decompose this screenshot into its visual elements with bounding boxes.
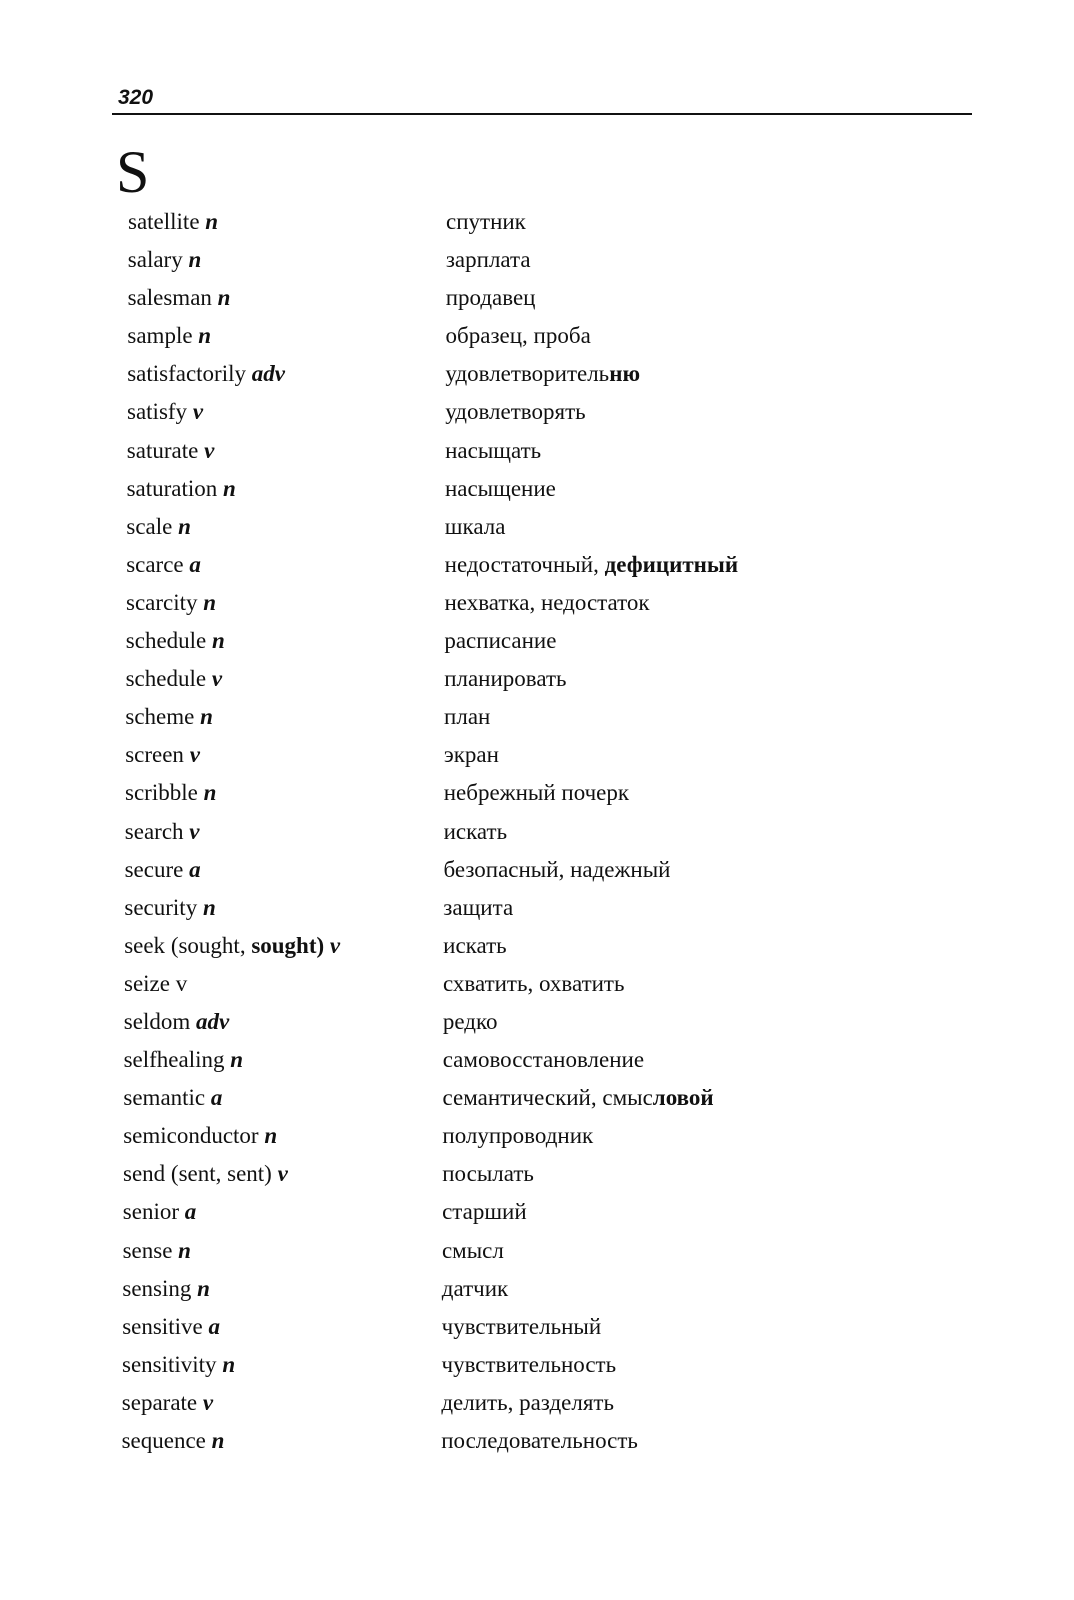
glossary-entry [0,739,1074,777]
entry-part-of-speech: v [192,399,204,425]
entry-translation [442,1158,534,1190]
entry-translation-text: образец, проба [445,323,591,349]
entry-term [122,1387,213,1419]
entry-part-of-speech: v [204,437,215,463]
glossary-entry [0,1273,1074,1311]
entry-word: search [124,818,184,844]
entry-translation-text: семантический, смыс [442,1085,653,1111]
entry-translation [444,739,499,771]
glossary-entry [0,1311,1074,1349]
glossary-entry [0,511,1074,549]
entry-word: selfhealing [123,1047,225,1073]
entry-translation [445,435,541,467]
entry-translation-text: зарплата [445,247,531,273]
entry-translation-text: план [444,704,491,730]
glossary-entry [0,1120,1074,1158]
entry-translation-text: делить, разделять [441,1389,614,1415]
glossary-entry [0,396,1074,434]
glossary-entry [0,473,1074,511]
entry-term [127,473,236,505]
entry-translation [442,1120,593,1152]
entry-term [122,1349,235,1381]
entry-translation-bold: ню [609,361,641,387]
entry-part-of-speech: n [203,589,217,615]
entry-part-of-speech: n [198,323,212,349]
glossary-entry [0,435,1074,473]
entry-part-of-speech: n [188,247,202,273]
entry-term [128,282,231,314]
entry-term [127,396,203,428]
entry-translation [445,358,640,390]
entry-verb-forms [171,1161,272,1186]
entry-term [125,777,216,809]
entry-part-of-speech: a [210,1085,223,1111]
entry-translation-text: расписание [444,628,557,654]
entry-part-of-speech: n [203,780,217,806]
entry-translation-text: старший [442,1199,527,1225]
entry-translation-text: смысл [441,1237,504,1263]
entry-translation-text: чувствительность [441,1351,617,1377]
entry-word: secure [124,856,184,882]
entry-part-of-speech: a [184,1199,197,1225]
entry-term [126,625,225,657]
entry-part-of-speech: v [189,742,200,768]
entry-part-of-speech: v [277,1161,288,1187]
entry-term [125,816,200,848]
entry-term [123,1082,222,1114]
entry-term [126,587,216,619]
entry-term [125,739,200,771]
glossary-entry [0,587,1074,625]
entry-term [126,663,222,695]
entry-term [128,244,201,276]
entry-part-of-speech: v [202,1389,214,1415]
entry-translation-text: искать [443,818,508,844]
entry-word: saturation [126,475,218,501]
entry-translation-text: удовлетворитель [445,361,610,387]
entry-part-of-speech: n [202,894,216,920]
header-rule [112,113,972,115]
entry-term [123,1196,196,1228]
entry-translation-text: полупроводник [442,1123,594,1149]
entry-part-of-speech: n [178,1237,191,1263]
entry-term [123,1120,277,1152]
glossary-entry [0,1158,1074,1196]
entry-term [122,1273,210,1305]
glossary-entry [0,1425,1074,1463]
entry-part-of-speech: v [329,932,341,958]
entry-translation [443,1082,714,1114]
glossary-entry [0,1349,1074,1387]
glossary-entry [0,1196,1074,1234]
entry-word: scale [126,513,173,539]
glossary-entry [0,1082,1074,1120]
entry-translation [446,320,591,352]
entry-term [126,549,201,581]
entry-translation [444,663,566,695]
page-number: 320 [118,86,154,109]
entry-translation-text: последовательность [441,1428,638,1453]
entry-part-of-speech: a [189,856,201,882]
entry-word: scheme [125,704,195,730]
glossary-entry [0,320,1074,358]
entry-translation [445,473,556,505]
entry-translation [443,968,624,1000]
entry-translation [446,206,526,238]
entry-term [127,320,211,352]
entry-word: saturate [126,437,199,463]
entry-word: schedule [125,666,207,692]
entry-part-of-speech: v [211,666,223,692]
entry-part-of-speech: n [197,1275,210,1301]
entry-word: scarce [126,551,184,577]
entry-verb-forms-plain: (sought, [170,932,252,958]
entry-translation-bold: дефицитный [604,551,739,577]
glossary-entry [0,930,1074,968]
entry-translation-text: недостаточный, [444,551,605,577]
entry-translation-text: защита [443,894,514,920]
entry-translation-text: спутник [446,209,526,234]
entry-word: scarcity [126,589,198,615]
entry-translation [446,282,536,314]
entry-translation [443,854,670,886]
entry-word: separate [121,1389,198,1415]
entry-term [125,854,201,886]
entry-word: sensing [122,1275,192,1301]
entry-word: send [123,1161,166,1187]
entry-translation-text: насыщение [444,475,556,501]
entry-translation-text: нехватка, недостаток [444,589,650,615]
entry-translation-text: продавец [445,285,536,311]
entry-translation-bold: ловой [652,1085,714,1111]
entry-word: schedule [125,628,207,654]
glossary-entry [0,1006,1074,1044]
entry-word: satisfy [127,399,188,425]
entry-translation [441,1387,614,1419]
glossary-entries [0,206,1074,1463]
entry-translation [442,1311,602,1343]
entry-term [124,892,215,924]
entry-translation [443,892,513,924]
glossary-entry [0,854,1074,892]
entry-translation [441,1425,638,1457]
entry-part-of-speech: n [264,1123,278,1149]
entry-part-of-speech: a [189,551,201,577]
entry-word: semiconductor [123,1123,259,1149]
glossary-entry [0,663,1074,701]
entry-word: semantic [123,1085,206,1111]
entry-term [124,968,187,1000]
entry-translation-text: безопасный, надежный [443,856,671,882]
entry-translation-text: шкала [444,513,506,539]
glossary-entry [0,282,1074,320]
entry-word: salary [127,247,183,273]
entry-term [124,1006,229,1038]
glossary-entry [0,549,1074,587]
entry-verb-forms-bold: sought) [251,932,325,958]
entry-translation [444,625,556,657]
entry-translation-text: редко [442,1008,498,1034]
entry-term [128,206,218,238]
entry-part-of-speech: v [175,970,188,996]
entry-term [123,1235,191,1267]
entry-word: seldom [123,1008,191,1034]
entry-translation [444,777,629,809]
entry-translation-text: самовосстановление [442,1047,645,1073]
glossary-entry [0,1387,1074,1425]
section-letter: S [116,139,150,205]
glossary-entry [0,625,1074,663]
entry-part-of-speech: n [205,209,219,234]
glossary-entry [0,358,1074,396]
entry-part-of-speech: n [211,1428,225,1453]
entry-term [125,701,213,733]
entry-word: salesman [127,285,212,311]
entry-part-of-speech: n [223,475,236,501]
entry-translation-text: планировать [444,666,567,692]
entry-translation [442,1235,504,1267]
entry-term [122,1425,225,1457]
entry-translation-text: удовлетворять [445,399,586,425]
glossary-entry [0,1235,1074,1273]
entry-part-of-speech: n [178,513,191,539]
entry-translation-text: чувствительный [441,1313,602,1339]
entry-word: senior [122,1199,180,1225]
entry-translation-text: датчик [441,1275,509,1301]
entry-translation [444,816,508,848]
entry-term [124,1044,243,1076]
entry-verb-forms-plain: (sent, sent) [170,1161,272,1187]
entry-translation [443,1006,498,1038]
entry-translation [443,1044,644,1076]
entry-word: satisfactorily [127,361,246,387]
glossary-entry [0,244,1074,282]
entry-part-of-speech: n [212,628,225,654]
glossary-entry [0,816,1074,854]
entry-word: sense [122,1237,173,1263]
entry-translation-text: насыщать [445,437,542,463]
entry-word: seize [124,970,170,996]
entry-translation [442,1273,508,1305]
entry-translation [445,511,506,543]
entry-word: sample [127,323,193,349]
entry-part-of-speech: v [189,818,200,844]
entry-translation-text: посылать [442,1161,534,1187]
entry-part-of-speech: a [208,1313,220,1339]
glossary-entry [0,701,1074,739]
entry-translation [445,396,585,428]
entry-translation-text: схватить, охватить [443,970,625,996]
entry-translation-text: небрежный почерк [443,780,630,806]
entry-translation [445,549,739,581]
glossary-entry [0,206,1074,244]
entry-part-of-speech: adv [251,361,285,387]
entry-translation [443,930,507,962]
entry-word: screen [125,742,184,768]
entry-translation [442,1349,617,1381]
entry-term [127,358,285,390]
entry-part-of-speech: n [230,1047,244,1073]
entry-word: scribble [125,780,198,806]
entry-term [123,1158,288,1190]
entry-word: sequence [121,1428,206,1453]
entry-term [122,1311,220,1343]
entry-word: security [124,894,198,920]
entry-term [124,930,340,962]
entry-translation [445,587,650,619]
glossary-entry [0,777,1074,815]
entry-word: sensitivity [122,1351,217,1377]
entry-part-of-speech: n [217,285,231,311]
entry-word: seek [124,932,166,958]
entry-translation-text: искать [443,932,507,958]
entry-translation [446,244,531,276]
entry-term [127,435,214,467]
entry-part-of-speech: adv [196,1008,230,1034]
entry-verb-forms [171,933,324,958]
entry-word: satellite [128,209,200,234]
glossary-entry [0,892,1074,930]
glossary-entry [0,1044,1074,1082]
glossary-entry [0,968,1074,1006]
entry-part-of-speech: n [222,1351,236,1377]
entry-word: sensitive [122,1313,203,1339]
entry-part-of-speech: n [200,704,213,730]
entry-translation-text: экран [443,742,499,768]
entry-term [126,511,191,543]
entry-translation [444,701,490,733]
entry-translation [442,1196,527,1228]
